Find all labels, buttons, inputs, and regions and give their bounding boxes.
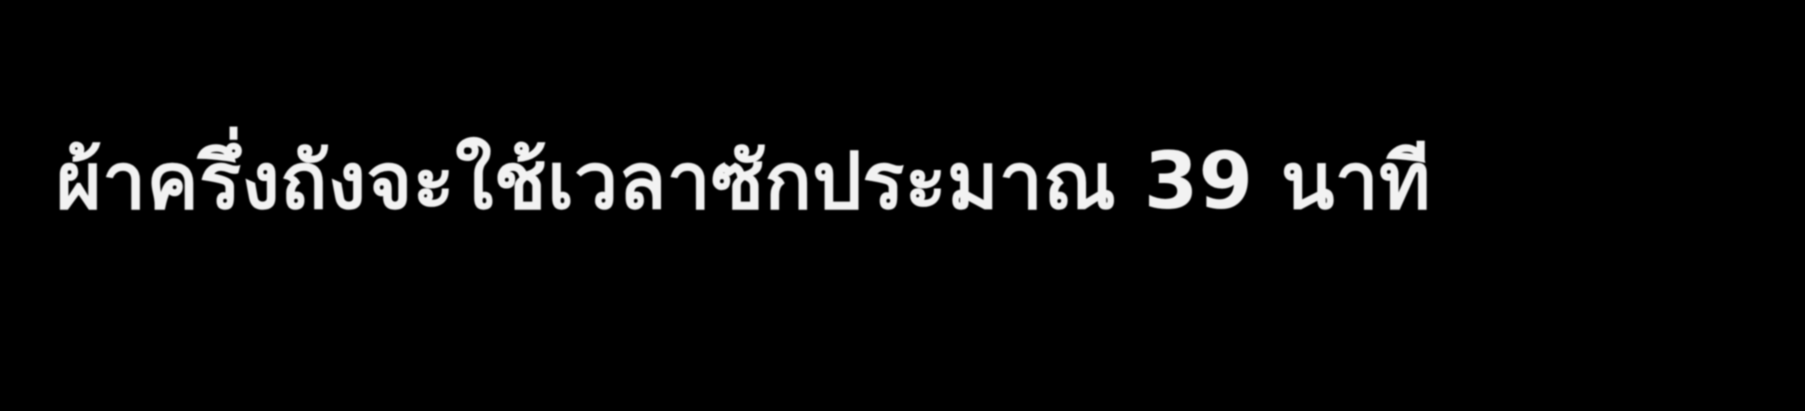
wash-time-message: ผ้าครึ่งถังจะใช้เวลาซักประมาณ 39 นาที — [56, 137, 1432, 227]
